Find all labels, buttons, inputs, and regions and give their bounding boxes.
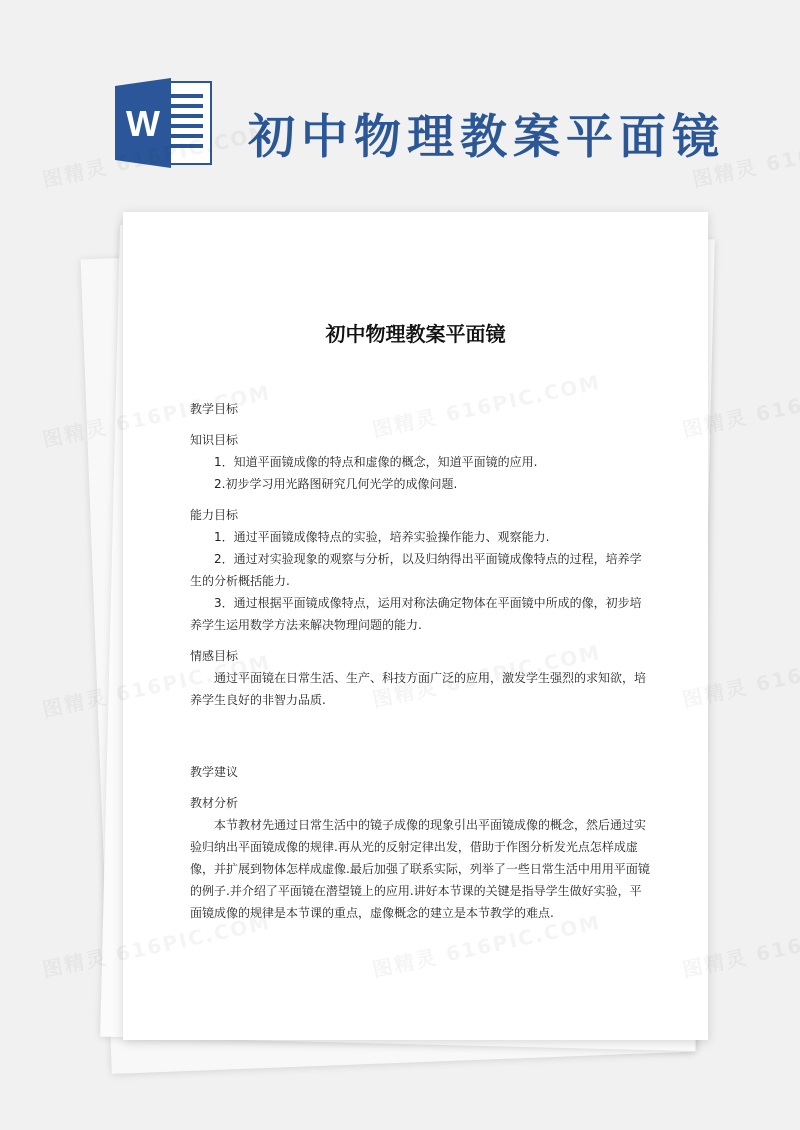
subsection-heading: 情感目标 — [190, 649, 239, 663]
banner-title: 初中物理教案平面镜 — [248, 110, 725, 165]
section-heading: 教学目标 — [190, 402, 239, 416]
document-title: 初中物理教案平面镜 — [325, 322, 506, 346]
paragraph: 通过平面镜在日常生活、生产、科技方面广泛的应用，激发学生强烈的求知欲，培养学生良好的非智力品质. — [190, 671, 647, 707]
document-page — [123, 212, 708, 1040]
word-logo-letter: W — [126, 103, 160, 144]
subsection-heading: 知识目标 — [190, 433, 239, 447]
section-heading: 教学建议 — [190, 765, 239, 779]
paragraph: 本节教材先通过日常生活中的镜子成像的现象引出平面镜成像的概念，然后通过实验归纳出平面镜成像的规律.再从光的反射定律出发，借助于作图分析发光点怎样成虚像，并扩展到物体怎样成虚像.最后加强了联系实际，列举了一些日常生活中用用平面镜的例子.并介绍了平面镜在潜望镜上的应用.讲好本节课的关键是指导学生做好实验，平面镜成像的规律是本节课的重点，虚像概念的建立是本节教学的难点. — [190, 818, 650, 920]
subsection-heading: 能力目标 — [190, 508, 239, 522]
paragraph: 2.初步学习用光路图研究几何光学的成像问题. — [214, 477, 458, 491]
banner — [0, 0, 800, 200]
paragraph: 3．通过根据平面镜成像特点，运用对称法确定物体在平面镜中所成的像，初步培养学生运用数学方法来解决物理问题的能力. — [190, 596, 642, 632]
subsection-heading: 教材分析 — [190, 796, 239, 810]
paragraph: 1．知道平面镜成像的特点和虚像的概念，知道平面镜的应用. — [214, 455, 538, 469]
document-body — [190, 398, 650, 924]
paragraph: 1．通过平面镜成像特点的实验，培养实验操作能力、观察能力. — [214, 530, 550, 544]
paragraph: 2．通过对实验现象的观察与分析，以及归纳得出平面镜成像特点的过程，培养学生的分析概括能力. — [190, 552, 642, 588]
word-icon — [115, 78, 215, 168]
